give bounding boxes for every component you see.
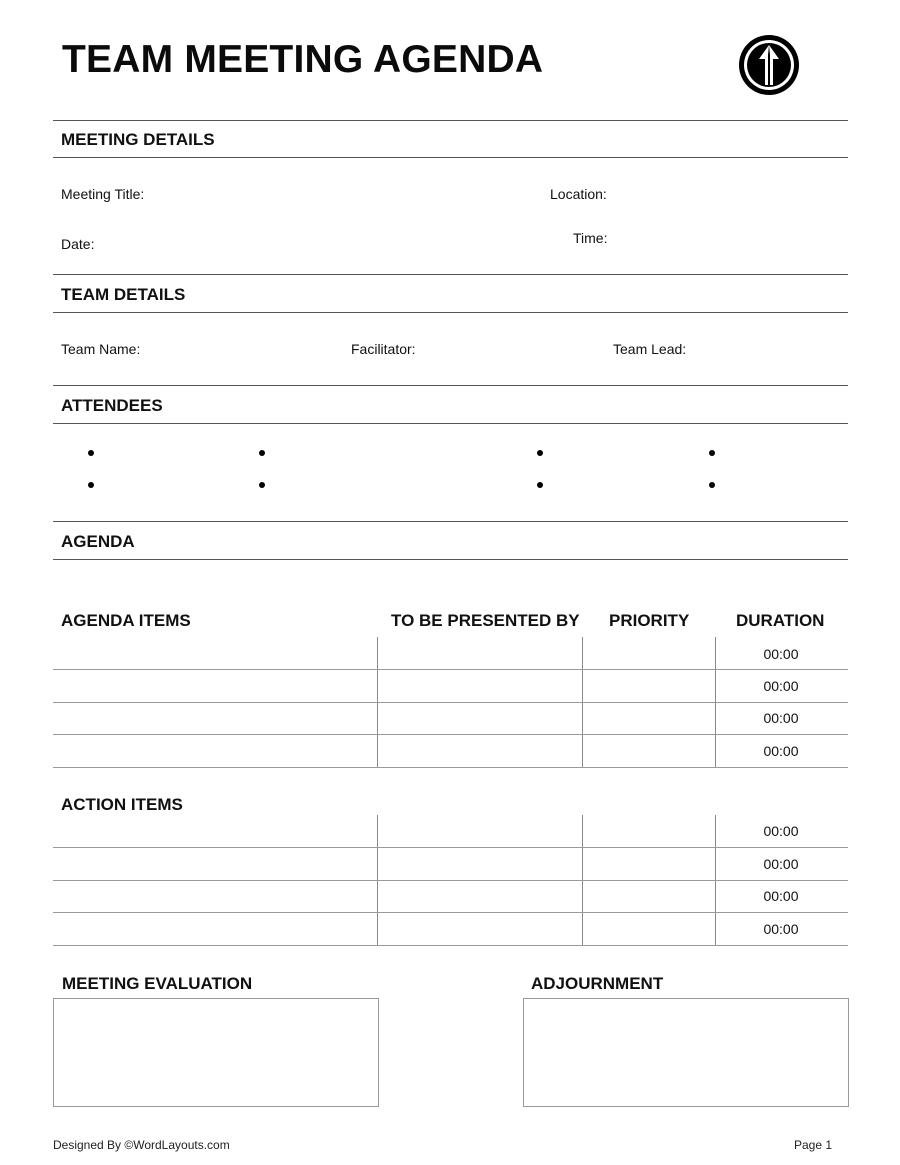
table-row-divider <box>53 912 848 913</box>
section-divider <box>53 312 848 313</box>
action-items-heading: ACTION ITEMS <box>61 795 183 814</box>
adjournment-box[interactable] <box>523 998 849 1107</box>
action-duration-cell[interactable]: 00:00 <box>763 823 799 839</box>
section-divider <box>53 157 848 158</box>
location-label: Location: <box>550 186 607 202</box>
footer-credit: Designed By ©WordLayouts.com <box>53 1138 230 1152</box>
meeting-details-heading: MEETING DETAILS <box>61 130 215 149</box>
facilitator-label: Facilitator: <box>351 341 416 357</box>
table-row-divider <box>53 734 848 735</box>
table-row-divider <box>53 702 848 703</box>
team-name-label: Team Name: <box>61 341 141 357</box>
section-divider <box>53 521 848 522</box>
adjournment-heading: ADJOURNMENT <box>531 974 664 993</box>
attendee-bullet <box>537 482 543 488</box>
section-divider <box>53 423 848 424</box>
attendee-bullet <box>88 482 94 488</box>
attendees-heading: ATTENDEES <box>61 396 163 415</box>
action-duration-cell[interactable]: 00:00 <box>763 856 799 872</box>
table-row-divider <box>53 847 848 848</box>
duration-column-header: DURATION <box>736 611 825 630</box>
page-number: Page 1 <box>794 1138 833 1152</box>
agenda-duration-cell[interactable]: 00:00 <box>763 678 799 694</box>
section-divider <box>53 274 848 275</box>
agenda-duration-cell[interactable]: 00:00 <box>763 710 799 726</box>
agenda-duration-cell[interactable]: 00:00 <box>763 646 799 662</box>
section-divider <box>53 385 848 386</box>
attendee-bullet <box>88 450 94 456</box>
arrow-circle-logo-icon <box>737 33 801 97</box>
action-duration-cell[interactable]: 00:00 <box>763 888 799 904</box>
priority-column-header: PRIORITY <box>609 611 690 630</box>
meeting-evaluation-box[interactable] <box>53 998 379 1107</box>
attendee-bullet <box>259 482 265 488</box>
meeting-title-label: Meeting Title: <box>61 186 145 202</box>
attendee-bullet <box>259 450 265 456</box>
table-row-divider <box>53 669 848 670</box>
section-divider <box>53 559 848 560</box>
table-row-divider <box>53 767 848 768</box>
agenda-heading: AGENDA <box>61 532 135 551</box>
page-title: TEAM MEETING AGENDA <box>62 38 544 81</box>
presented-by-column-header: TO BE PRESENTED BY <box>391 611 580 630</box>
attendee-bullet <box>709 450 715 456</box>
time-label: Time: <box>573 230 608 246</box>
action-duration-cell[interactable]: 00:00 <box>763 921 799 937</box>
agenda-duration-cell[interactable]: 00:00 <box>763 743 799 759</box>
table-row-divider <box>53 880 848 881</box>
attendee-bullet <box>709 482 715 488</box>
team-details-heading: TEAM DETAILS <box>61 285 186 304</box>
date-label: Date: <box>61 236 95 252</box>
meeting-evaluation-heading: MEETING EVALUATION <box>62 974 253 993</box>
team-lead-label: Team Lead: <box>613 341 687 357</box>
section-divider <box>53 120 848 121</box>
attendee-bullet <box>537 450 543 456</box>
agenda-items-column-header: AGENDA ITEMS <box>61 611 191 630</box>
table-row-divider <box>53 945 848 946</box>
